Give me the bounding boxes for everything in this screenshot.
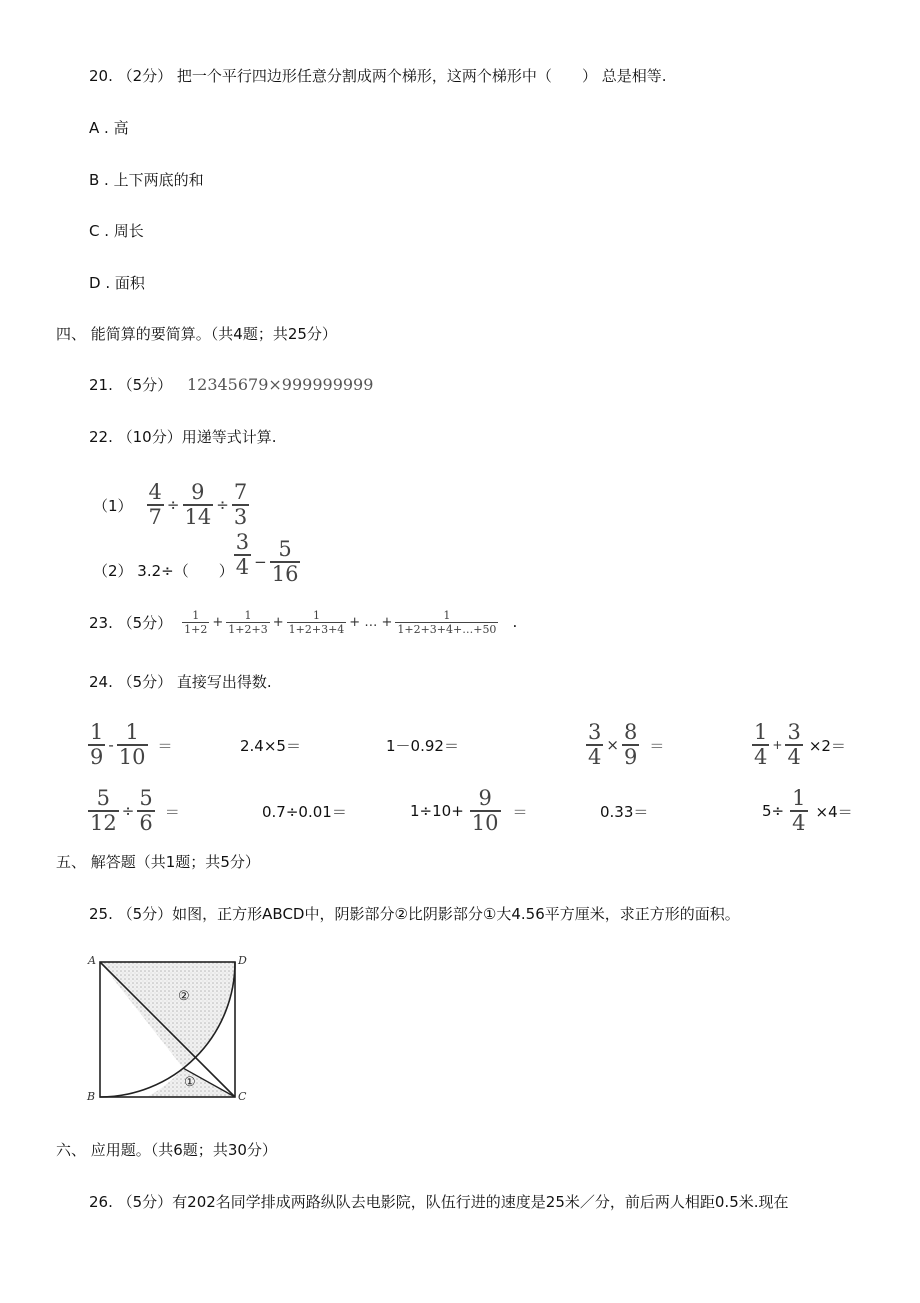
vertex-label-c: C: [238, 1090, 247, 1102]
q24-r1-item-2: 2.4×5＝: [240, 736, 301, 755]
fraction: $\frac{5}{6}$: [139, 786, 153, 835]
fraction: $\frac{5}{12}$: [90, 786, 117, 835]
q20-option-d: D . 面积: [89, 274, 145, 292]
expression-prefix: 5÷: [762, 802, 785, 820]
operator: −: [254, 553, 267, 571]
equals-sign: ＝: [649, 736, 665, 755]
q22-part-2-label: （2） 3.2÷（ ）: [93, 561, 234, 580]
operator: ÷: [166, 496, 180, 514]
q25-stem: 25. （5分）如图，正方形ABCD中，阴影部分②比阴影部分①大4.56平方厘米，求正方形的面积。: [89, 905, 740, 923]
operator: + … +: [349, 614, 393, 630]
vertex-label-a: A: [88, 954, 96, 967]
q21-expression: 12345679×999999999: [186, 375, 374, 394]
q20-option-b: B . 上下两底的和: [89, 171, 204, 189]
operator: +: [272, 614, 284, 630]
fraction: $\frac{9}{10}$: [471, 786, 499, 835]
equals-sign: ＝: [512, 802, 528, 821]
fraction: $\frac{3}{4}$: [235, 530, 250, 579]
fraction: $\frac{1}{1+2+3+4}$: [288, 608, 345, 636]
fraction: $\frac{1}{1+2+3}$: [228, 608, 268, 636]
vertex-label-b: B: [87, 1090, 96, 1102]
operator: ÷: [121, 802, 135, 820]
operator: -: [108, 736, 114, 754]
fraction: $\frac{9}{14}$: [184, 480, 212, 529]
q20-stem: 20. （2分） 把一个平行四边形任意分割成两个梯形，这两个梯形中（ ） 总是相等.: [89, 67, 667, 85]
q24-r2-item-1: [88, 780, 183, 842]
equals-sign: ＝: [157, 736, 173, 755]
q21: [89, 375, 373, 395]
section-6-title: 六、 应用题。（共6题；共30分）: [56, 1141, 277, 1159]
q24-r2-item-4: 0.33＝: [600, 802, 649, 821]
operator: ×: [606, 736, 619, 754]
fraction: $\frac{3}{4}$: [588, 720, 602, 769]
fraction: $\frac{1}{9}$: [90, 720, 104, 769]
fraction: $\frac{1}{10}$: [118, 720, 146, 769]
q22-part-2: [93, 530, 300, 590]
q24-r2-item-3: [410, 780, 531, 842]
section-5-title: 五、 解答题（共1题；共5分）: [56, 853, 260, 871]
q24-r2-item-2: 0.7÷0.01＝: [262, 802, 347, 821]
q22-part-1-label: （1）: [93, 496, 133, 515]
fraction: $\frac{4}{7}$: [148, 480, 162, 529]
fraction: $\frac{7}{3}$: [233, 480, 248, 529]
fraction: $\frac{1}{4}$: [754, 720, 768, 769]
fraction: $\frac{5}{16}$: [271, 537, 299, 586]
q23-label: 23. （5分）: [89, 613, 173, 632]
region-label-1: ①: [184, 1075, 196, 1090]
fraction: $\frac{1}{1+2}$: [184, 608, 208, 636]
operator: +: [772, 738, 783, 752]
q21-label: 21. （5分）: [89, 376, 173, 394]
fraction: $\frac{1}{1+2+3+4+\dots+50}$: [397, 608, 497, 636]
equals-sign: ＝: [164, 802, 180, 821]
q24-r1-item-1: [88, 714, 176, 776]
q23: [89, 602, 517, 642]
period: .: [512, 613, 518, 631]
q22-label: 22. （10分）用递等式计算.: [89, 428, 277, 446]
region-label-2: ②: [178, 989, 190, 1004]
fraction: $\frac{8}{9}$: [623, 720, 638, 769]
q24-r1-item-5: [752, 714, 846, 776]
expression-tail: ×2＝: [808, 736, 846, 755]
expression-tail: ×4＝: [815, 802, 853, 821]
fraction: $\frac{1}{4}$: [792, 786, 806, 835]
fraction: $\frac{3}{4}$: [787, 720, 801, 769]
q24-r1-item-3: 1－0.92＝: [386, 736, 459, 755]
q26-stem: 26. （5分）有202名同学排成两路纵队去电影院，队伍行进的速度是25米／分，前后两人相距0.5米.现在: [89, 1193, 789, 1211]
q24-label: 24. （5分） 直接写出得数.: [89, 673, 272, 691]
q24-r2-item-5: [762, 780, 853, 842]
operator: +: [212, 614, 224, 630]
q22-part-1: [93, 470, 249, 540]
q20-option-c: C . 周长: [89, 222, 144, 240]
q25-figure: [84, 950, 254, 1102]
section-4-title: 四、 能简算的要简算。（共4题；共25分）: [56, 325, 337, 343]
q24-r1-item-4: [586, 714, 667, 776]
shaded-region-2: [100, 962, 235, 1068]
q20-option-a: A . 高: [89, 119, 129, 137]
vertex-label-d: D: [238, 954, 247, 967]
operator: ÷: [216, 496, 229, 514]
expression-prefix: 1÷10+: [410, 802, 464, 820]
